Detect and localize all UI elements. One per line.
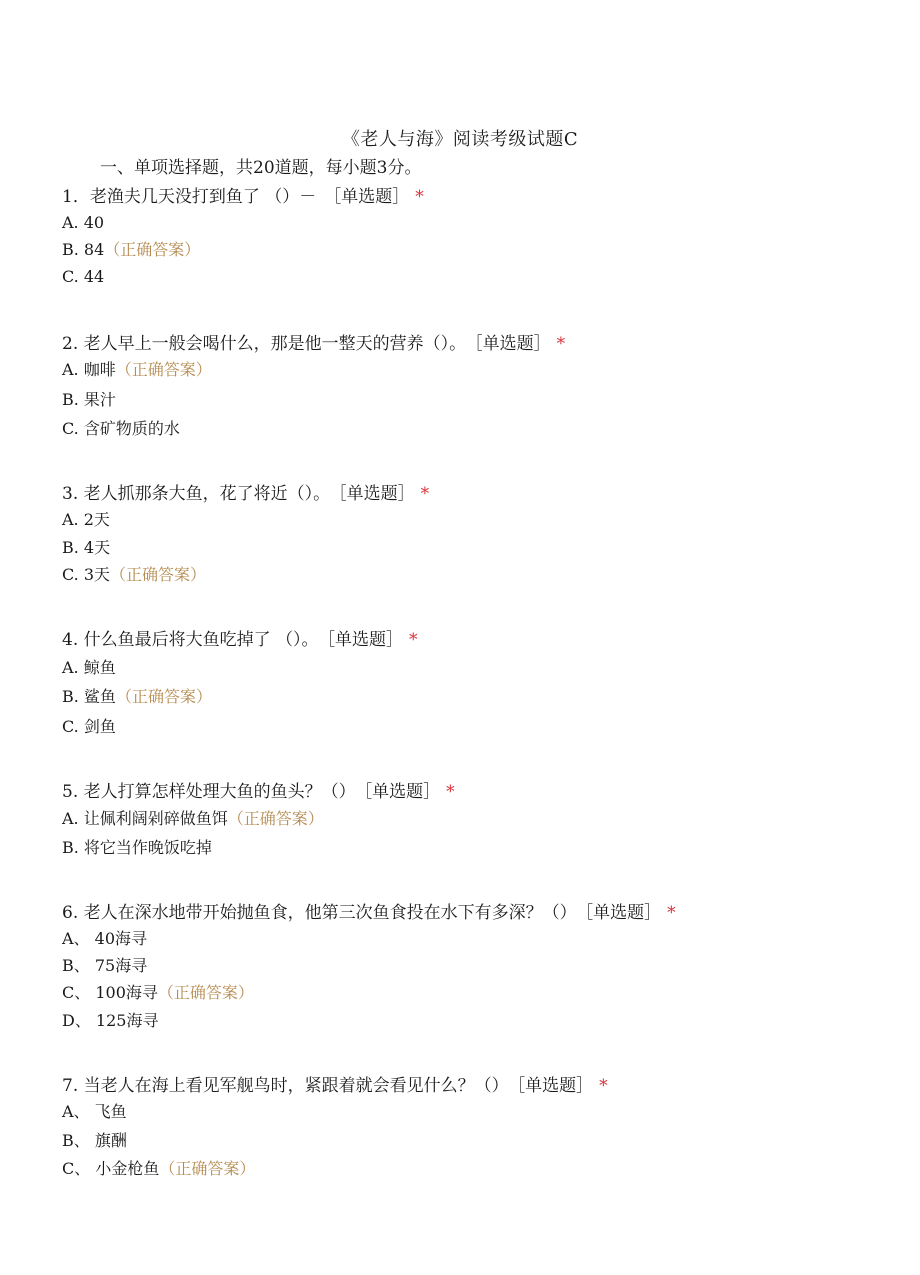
- question-type-tag: ［单选题］: [324, 187, 410, 207]
- correct-answer-mark: （正确答案）: [227, 809, 324, 828]
- required-mark: *: [446, 782, 455, 802]
- question-type-tag: ［单选题］: [326, 630, 404, 650]
- question-1: [62, 182, 424, 207]
- option-5b: B. 将它当作晚饭吃掉: [62, 838, 212, 857]
- question-7: [62, 1071, 608, 1096]
- option-4b: B. 鲨鱼（正确答案）: [62, 687, 212, 706]
- option-6a: A、 40海寻: [62, 929, 148, 948]
- question-text: 2. 老人早上一般会喝什么，那是他一整天的营养（）。: [62, 334, 467, 354]
- option-6c: C、 100海寻（正确答案）: [62, 983, 254, 1002]
- option-6b: B、 75海寻: [62, 956, 148, 975]
- question-type-tag: ［单选题］: [584, 903, 662, 923]
- required-mark: *: [599, 1076, 608, 1096]
- required-mark: *: [409, 630, 418, 650]
- question-text: 6. 老人在深水地带开始抛鱼食，他第三次鱼食投在水下有多深？（）: [62, 903, 577, 923]
- document-title: 《老人与海》阅读考级试题C: [341, 129, 579, 150]
- required-mark: *: [415, 187, 424, 207]
- option-7a: A、 飞鱼: [62, 1102, 127, 1121]
- correct-answer-mark: （正确答案）: [104, 240, 201, 259]
- option-1b: B. 84（正确答案）: [62, 240, 201, 259]
- option-3b: B. 4天: [62, 538, 111, 557]
- question-3: [62, 479, 429, 504]
- option-4a: A. 鲸鱼: [62, 658, 116, 677]
- option-2a: A. 咖啡（正确答案）: [62, 360, 212, 379]
- correct-answer-mark: （正确答案）: [157, 983, 254, 1002]
- question-text: 5. 老人打算怎样处理大鱼的鱼头？（）: [62, 782, 356, 802]
- question-type-tag: ［单选题］: [338, 484, 415, 504]
- option-5a: A. 让佩利阔剁碎做鱼饵（正确答案）: [62, 809, 324, 828]
- option-3a: A. 2天: [62, 510, 110, 529]
- option-3c: C. 3天（正确答案）: [62, 565, 207, 584]
- correct-answer-mark: （正确答案）: [115, 687, 212, 706]
- correct-answer-mark: （正确答案）: [115, 360, 212, 379]
- option-2b: B. 果汁: [62, 390, 116, 409]
- question-2: [62, 329, 565, 354]
- question-type-tag: ［单选题］: [363, 782, 441, 802]
- question-text: 1．老渔夫几天没打到鱼了 （）－: [62, 187, 317, 207]
- option-7c: C、 小金枪鱼（正确答案）: [62, 1159, 256, 1178]
- question-text: 3. 老人抓那条大鱼，花了将近（）。: [62, 484, 331, 504]
- option-7b: B、 旗酬: [62, 1131, 127, 1150]
- required-mark: *: [667, 903, 676, 923]
- option-1c: C. 44: [62, 267, 105, 286]
- question-4: [62, 625, 418, 650]
- correct-answer-mark: （正确答案）: [159, 1159, 256, 1178]
- option-6d: D、 125海寻: [62, 1011, 159, 1030]
- question-type-tag: ［单选题］: [516, 1076, 594, 1096]
- option-2c: C. 含矿物质的水: [62, 419, 180, 438]
- question-5: [62, 777, 455, 802]
- question-type-tag: ［单选题］: [474, 334, 551, 354]
- section-heading: 一、单项选择题，共20道题，每小题3分。: [100, 158, 422, 178]
- option-4c: C. 剑鱼: [62, 717, 116, 736]
- required-mark: *: [420, 484, 430, 504]
- correct-answer-mark: （正确答案）: [110, 565, 207, 584]
- option-1a: A. 40: [62, 213, 105, 232]
- question-text: 4. 什么鱼最后将大鱼吃掉了 （）。: [62, 630, 319, 650]
- question-6: [62, 898, 676, 923]
- required-mark: *: [556, 334, 566, 354]
- question-text: 7. 当老人在海上看见军舰鸟时，紧跟着就会看见什么？（）: [62, 1076, 509, 1096]
